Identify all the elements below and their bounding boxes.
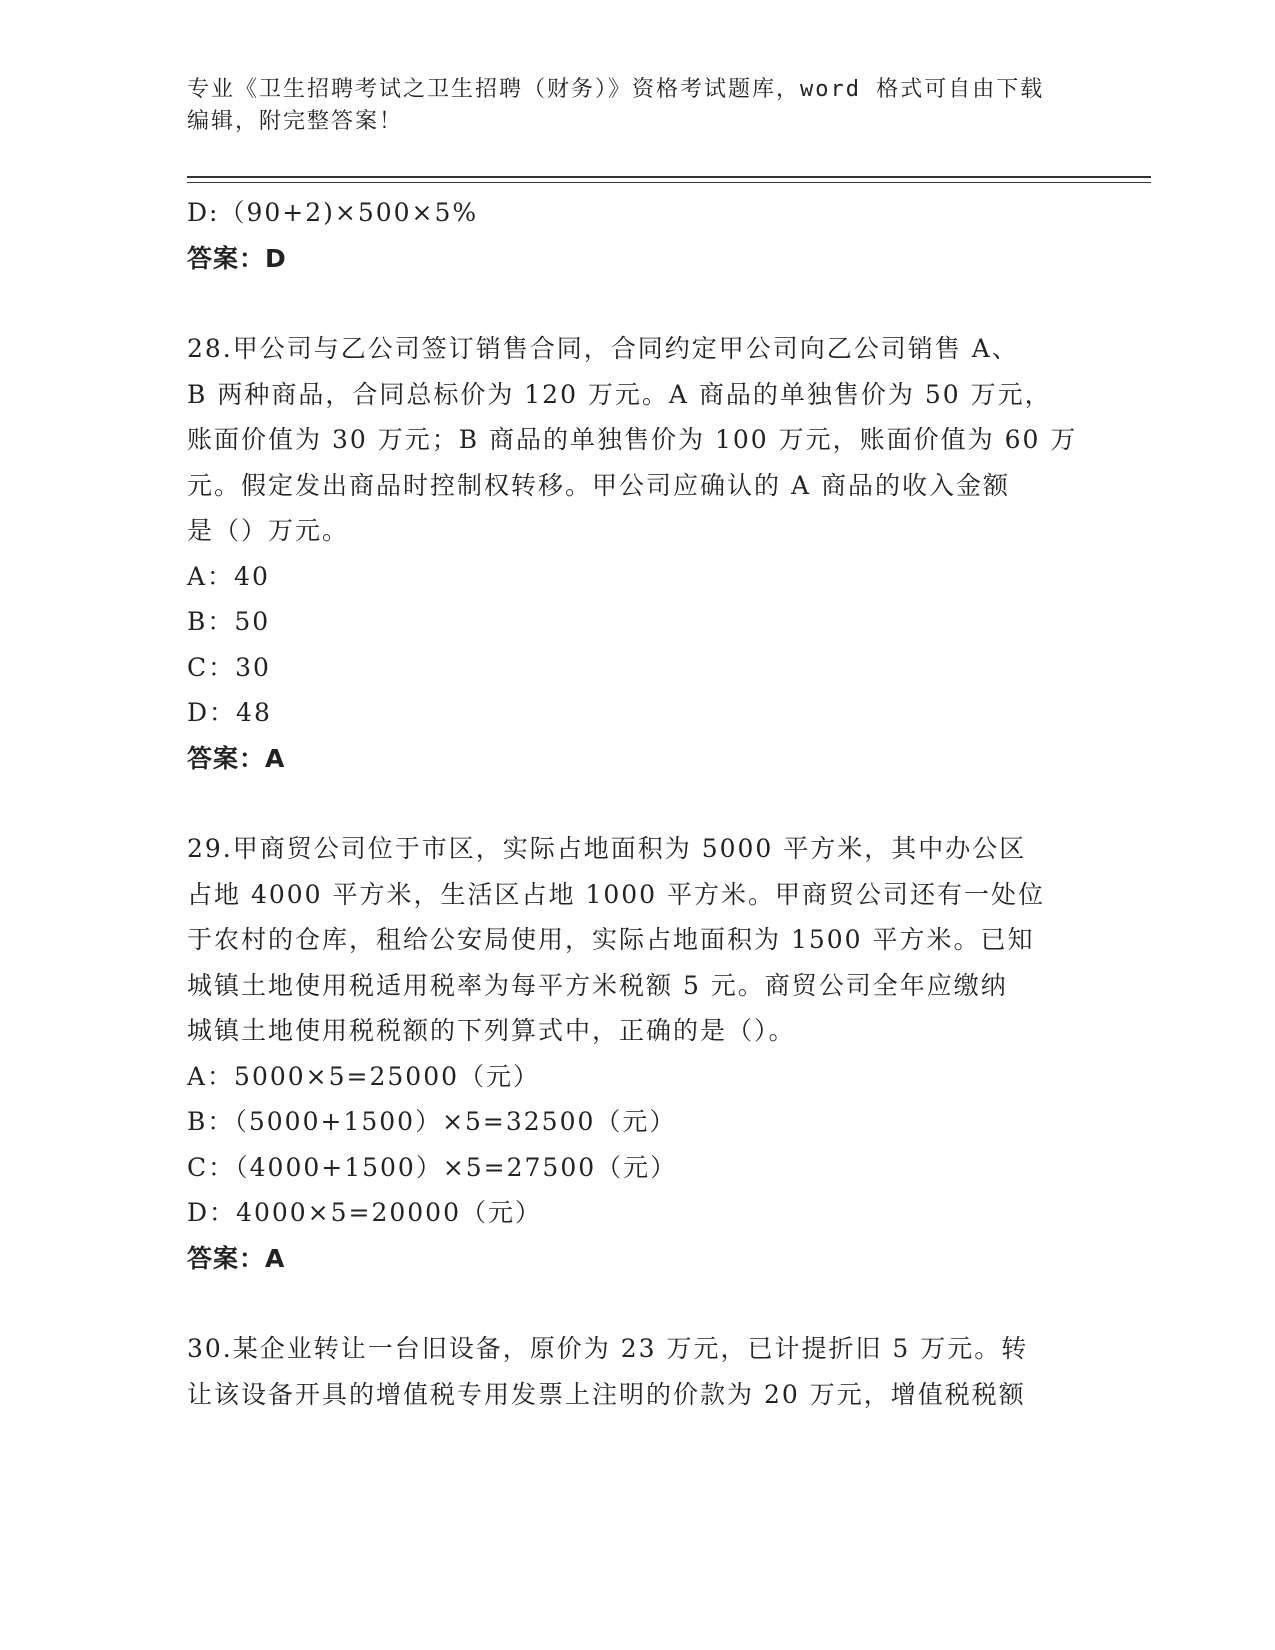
option-a: A：5000×5=25000（元） bbox=[187, 1061, 541, 1091]
answer-line: 答案：A bbox=[187, 1243, 286, 1273]
question-text-line: 城镇土地使用税适用税率为每平方米税额 5 元。商贸公司全年应缴纳 bbox=[187, 970, 1008, 1000]
option-b: B：50 bbox=[187, 607, 271, 636]
question-text-line: 账面价值为 30 万元；B 商品的单独售价为 100 万元，账面价值为 60 万 bbox=[187, 425, 1078, 454]
option-d: D:（90+2)×500×5% bbox=[187, 198, 479, 227]
question-30 bbox=[187, 1326, 1087, 1417]
question-text-line: 于农村的仓库，租给公安局使用，实际占地面积为 1500 平方米。已知 bbox=[187, 925, 1035, 954]
answer-line: 答案：D bbox=[187, 243, 287, 273]
question-28 bbox=[187, 326, 1087, 781]
header-line-1: 专业《卫生招聘考试之卫生招聘（财务）》资格考试题库，word 格式可自由下载 bbox=[187, 77, 1045, 102]
option-c: C：30 bbox=[187, 652, 271, 682]
option-c: C：（4000+1500）×5=27500（元） bbox=[187, 1152, 678, 1182]
question-29 bbox=[187, 826, 1087, 1281]
question-gap bbox=[187, 781, 1087, 826]
header-divider-thin bbox=[187, 182, 1151, 183]
option-b: B：（5000+1500）×5=32500（元） bbox=[187, 1107, 677, 1136]
question-text-line: 28.甲公司与乙公司签订销售合同，合同约定甲公司向乙公司销售 A、 bbox=[187, 334, 1019, 363]
question-text-line: 是（）万元。 bbox=[187, 516, 350, 545]
page-header bbox=[187, 74, 1067, 138]
question-text-line: 占地 4000 平方米，生活区占地 1000 平方米。甲商贸公司还有一处位 bbox=[187, 879, 1046, 909]
question-gap bbox=[187, 281, 1087, 326]
answer-line: 答案：A bbox=[187, 743, 286, 773]
question-text-line: 29.甲商贸公司位于市区，实际占地面积为 5000 平方米，其中办公区 bbox=[187, 834, 1027, 863]
header-divider-thick bbox=[187, 176, 1151, 178]
question-content bbox=[187, 190, 1087, 1417]
question-text-line: B 两种商品，合同总标价为 120 万元。A 商品的单独售价为 50 万元， bbox=[187, 379, 1052, 409]
option-d: D：48 bbox=[187, 698, 272, 727]
header-line-2: 编辑，附完整答案！ bbox=[187, 109, 404, 134]
question-text-line: 30.某企业转让一台旧设备，原价为 23 万元，已计提折旧 5 万元。转 bbox=[187, 1334, 1029, 1363]
option-d: D：4000×5=20000（元） bbox=[187, 1198, 542, 1227]
option-a: A：40 bbox=[187, 561, 270, 591]
question-text-line: 元。假定发出商品时控制权转移。甲公司应确认的 A 商品的收入金额 bbox=[187, 470, 1010, 500]
question-gap bbox=[187, 1281, 1087, 1326]
question-text-line: 城镇土地使用税税额的下列算式中，正确的是（）。 bbox=[187, 1016, 796, 1045]
question-text-line: 让该设备开具的增值税专用发票上注明的价款为 20 万元，增值税税额 bbox=[187, 1379, 1026, 1409]
